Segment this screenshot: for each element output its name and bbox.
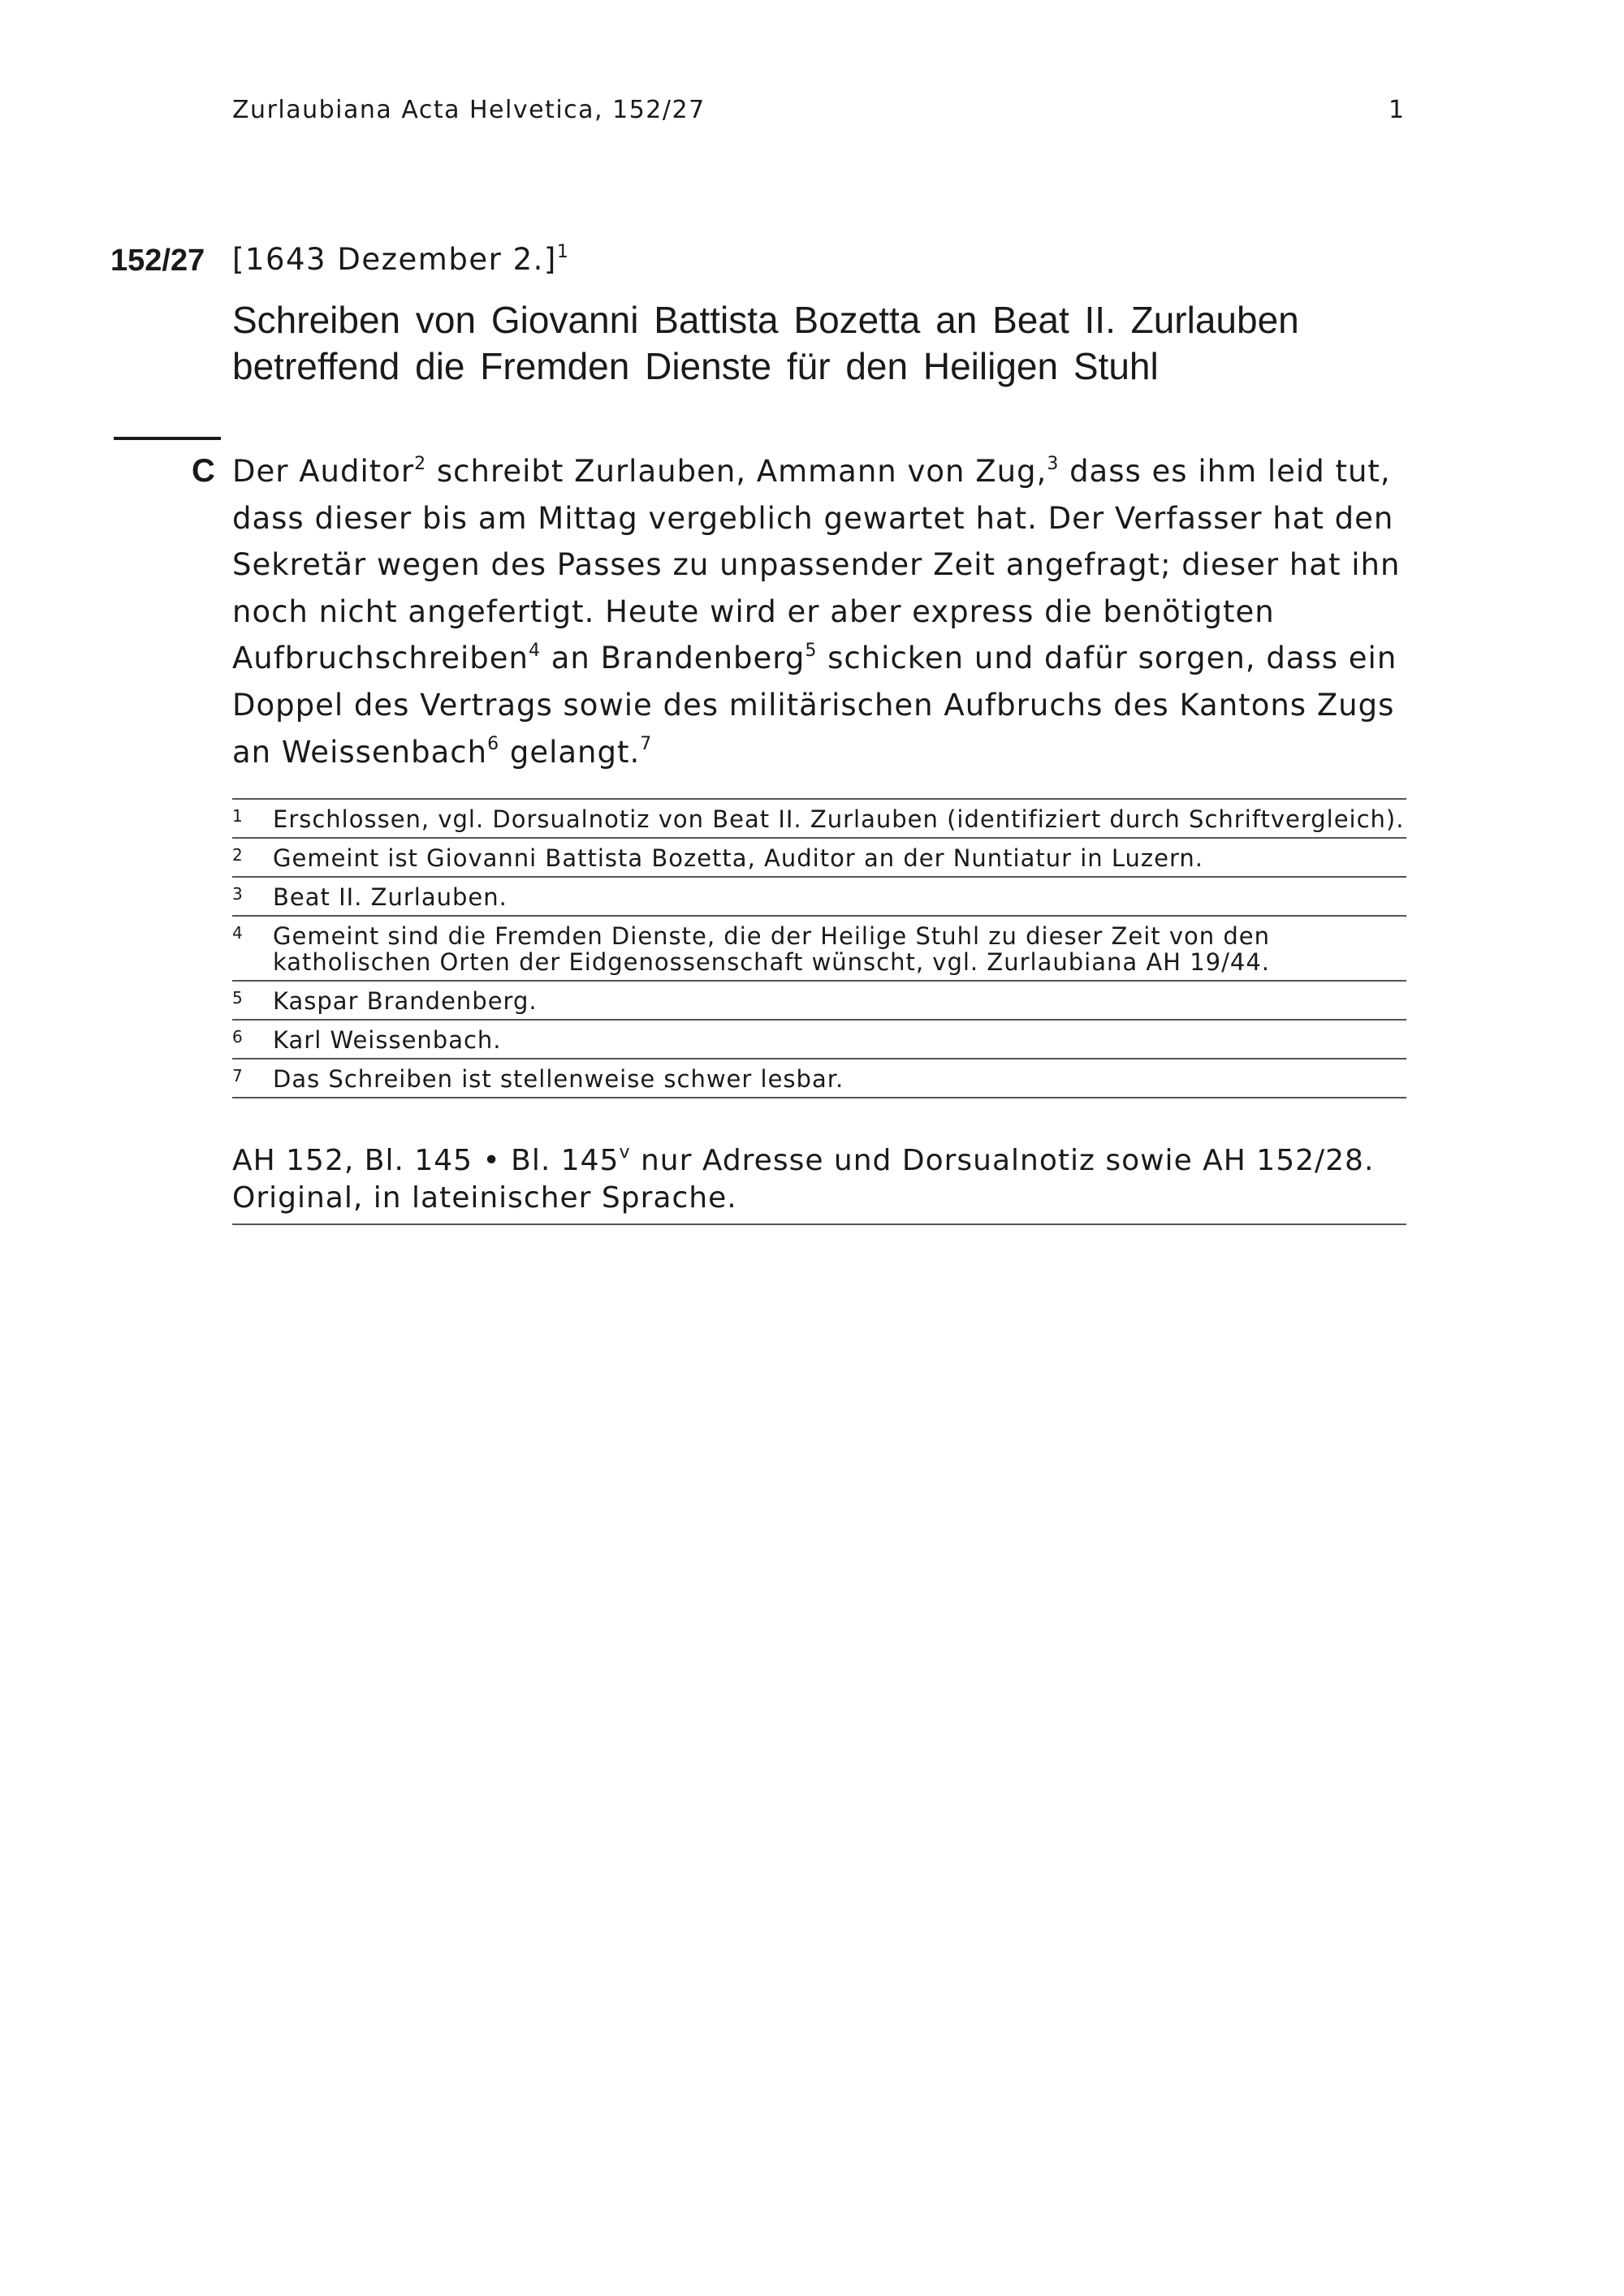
footnote-number: 4 <box>232 923 244 943</box>
document-type-letter: C <box>192 453 215 489</box>
footnote-number: 5 <box>232 988 244 1008</box>
footnote <box>232 917 1406 982</box>
footnote-text: Erschlossen, vgl. Dorsualnotiz von Beat II. Zurlauben (identifiziert durch Schriftvergleich). <box>273 805 1405 833</box>
document-number: 152/27 <box>110 244 205 278</box>
summary-text: dass es ihm leid tut, dass dieser bis am Mittag vergeblich gewartet hat. Der Verfasser hat den Sekretär wegen des Passes zu unpassender Zeit angefragt; dieser hat ihn noch nicht angefertigt. Heute wird er aber express die benötigten Aufbruchschreiben <box>232 454 1401 676</box>
footnote-text: Beat II. Zurlauben. <box>273 883 508 911</box>
footnote-number: 6 <box>232 1027 244 1047</box>
footnote <box>232 982 1406 1021</box>
footnote-number: 7 <box>232 1066 244 1085</box>
source-line-1 <box>232 1142 1406 1180</box>
footnote-ref: 5 <box>805 641 818 662</box>
document-summary <box>232 448 1402 775</box>
summary-text: an Brandenberg <box>540 641 806 676</box>
footnote-ref: 7 <box>640 734 653 755</box>
verso-mark: v <box>619 1142 631 1163</box>
footnote <box>232 1060 1406 1098</box>
running-title: Zurlaubiana Acta Helvetica, 152/27 <box>232 96 706 124</box>
document-date-text: [1643 Dezember 2.] <box>232 242 557 277</box>
footnote-number: 3 <box>232 884 244 904</box>
footnote <box>232 878 1406 917</box>
footnote-text: Karl Weissenbach. <box>273 1026 502 1054</box>
summary-text: schicken und dafür sorgen, dass ein Doppel des Vertrags sowie des militärischen Aufbruchs des Kantons Zugs an Weissenbach <box>232 641 1397 770</box>
source-note <box>232 1142 1406 1225</box>
footnote-text: Gemeint ist Giovanni Battista Bozetta, Auditor an der Nuntiatur in Luzern. <box>273 844 1204 872</box>
section-divider <box>114 437 221 440</box>
footnote-number: 2 <box>232 845 244 865</box>
footnote-text: Gemeint sind die Fremden Dienste, die der Heilige Stuhl zu dieser Zeit von den katholischen Orten der Eidgenossenschaft wünscht, vgl. Zurlaubiana AH 19/44. <box>273 922 1271 976</box>
footnote-ref: 4 <box>528 641 541 662</box>
footnote-ref: 3 <box>1047 453 1060 474</box>
footnote <box>232 839 1406 878</box>
footnote-text: Das Schreiben ist stellenweise schwer lesbar. <box>273 1065 844 1093</box>
summary-text: Der Auditor <box>232 454 415 489</box>
source-text: AH 152, Bl. 145 • Bl. 145 <box>232 1144 620 1177</box>
footnote-number: 1 <box>232 806 244 826</box>
document-date <box>232 242 569 277</box>
document-title: Schreiben von Giovanni Battista Bozetta an Beat II. Zurlauben betreffend die Fremden Dienste für den Heiligen Stuhl <box>232 299 1299 387</box>
footnote <box>232 800 1406 839</box>
source-line-2: Original, in lateinischer Sprache. <box>232 1181 737 1215</box>
summary-text: schreibt Zurlauben, Ammann von Zug, <box>426 454 1047 489</box>
footnote <box>232 1021 1406 1060</box>
footnote-ref: 2 <box>414 453 427 474</box>
footnote-text: Kaspar Brandenberg. <box>273 987 538 1015</box>
footnote-ref: 1 <box>556 241 570 262</box>
page-number: 1 <box>1389 96 1405 124</box>
footnote-list <box>232 798 1406 1098</box>
summary-text: gelangt. <box>499 734 641 770</box>
source-text-cont: nur Adresse und Dorsualnotiz sowie AH 152/28. <box>630 1144 1375 1177</box>
footnote-ref: 6 <box>487 734 500 755</box>
